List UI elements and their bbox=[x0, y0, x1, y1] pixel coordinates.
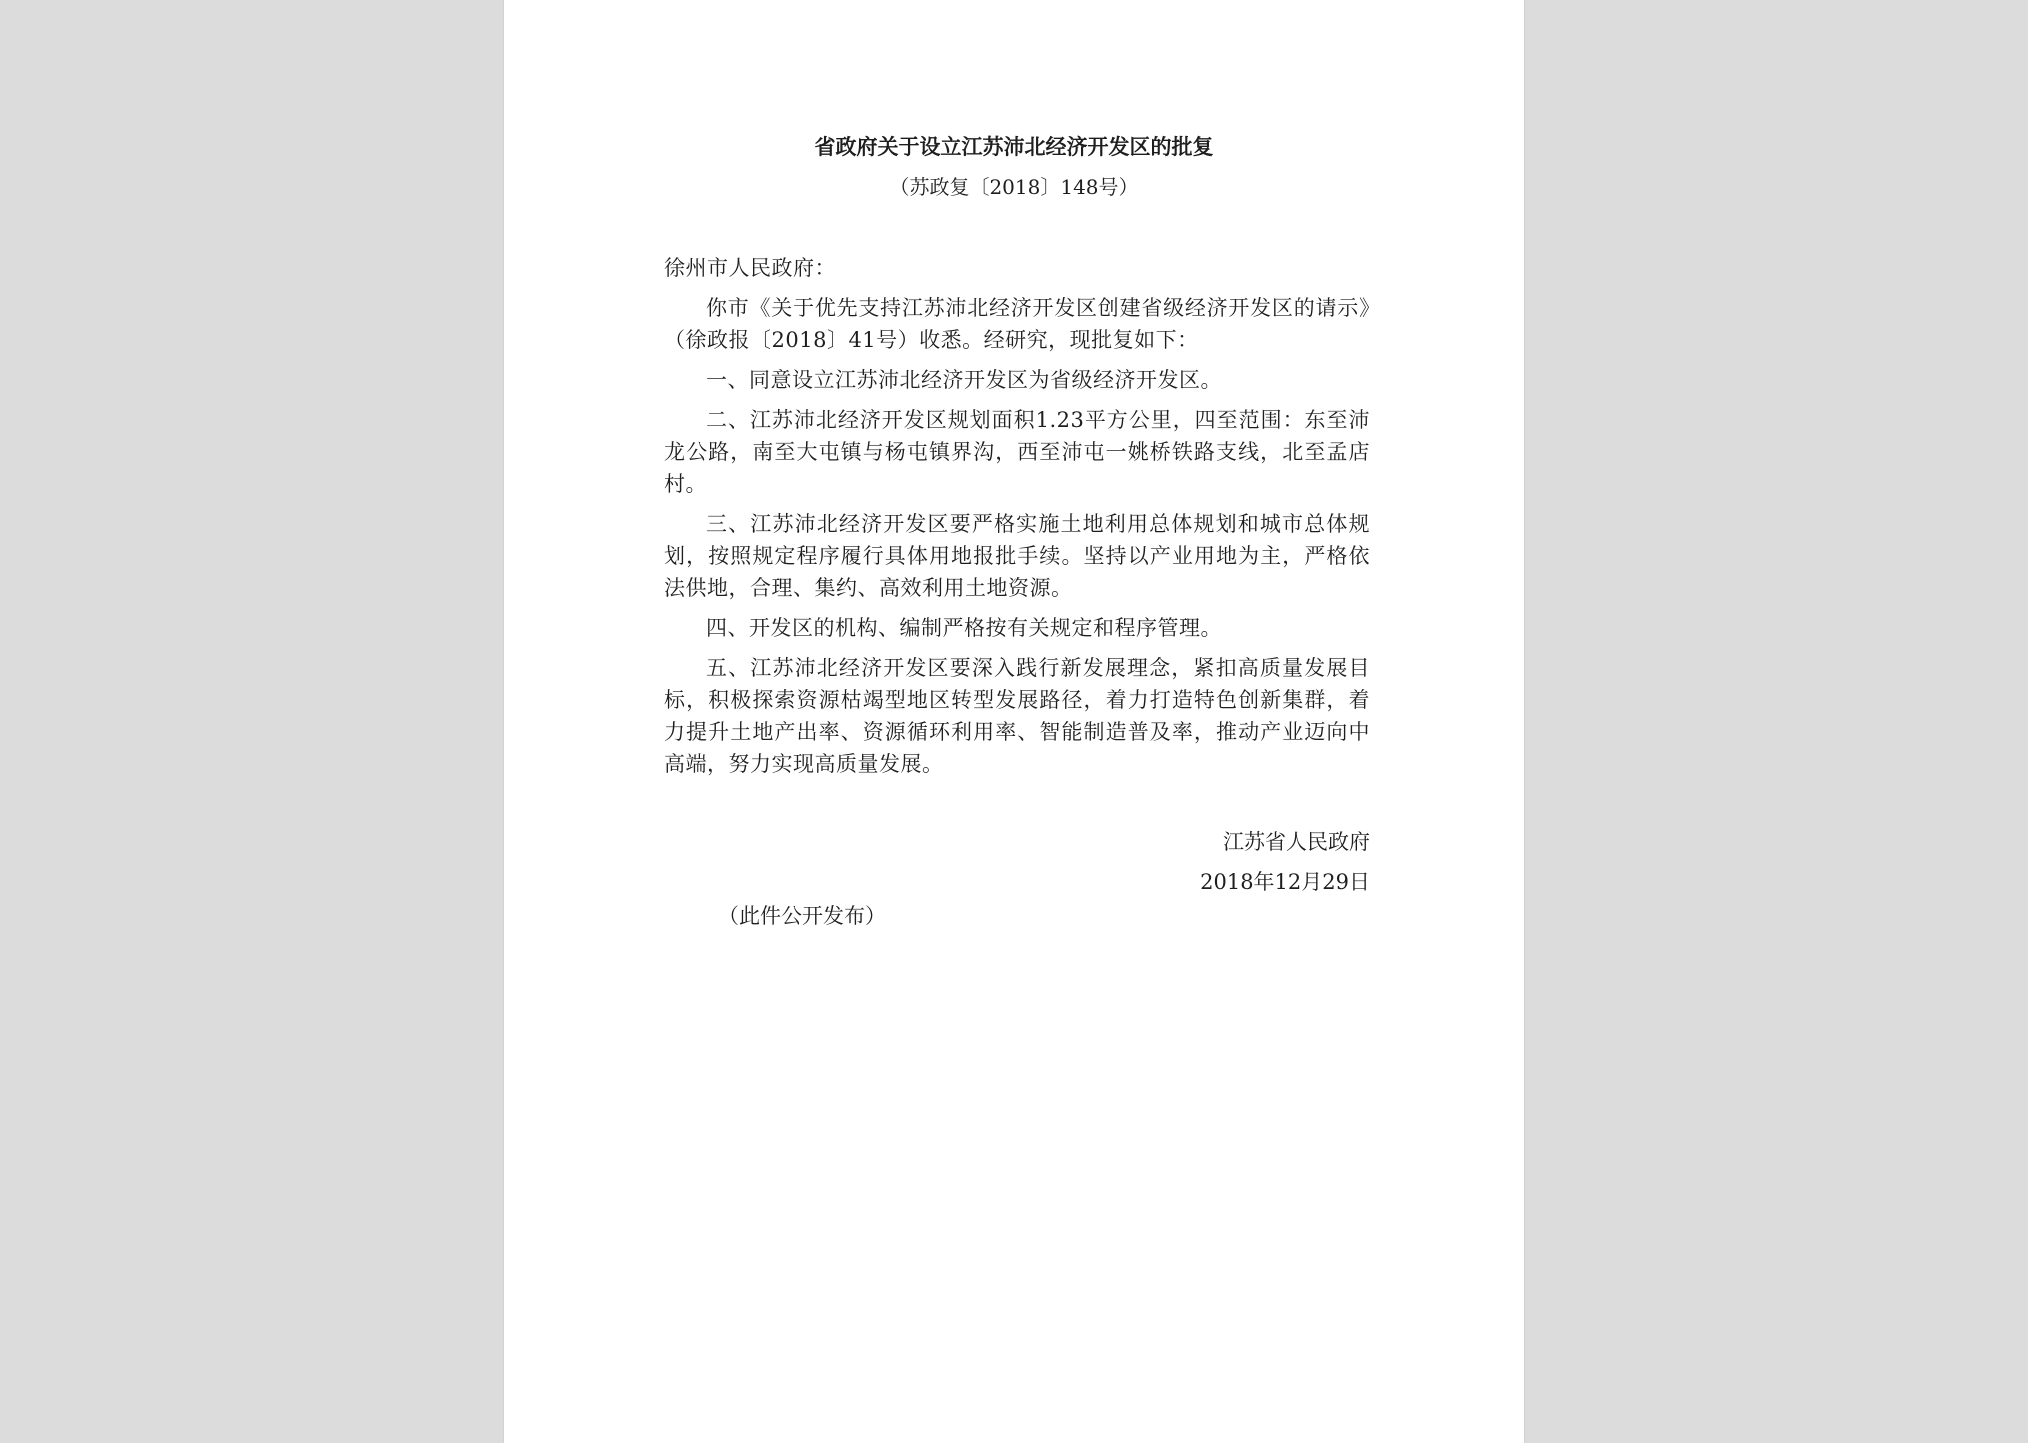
document-number: （苏政复〔2018〕148号） bbox=[889, 175, 1139, 199]
paragraph-intro: 你市《关于优先支持江苏沛北经济开发区创建省级经济开发区的请示》（徐政报〔2018〕41号）收悉。经研究，现批复如下： bbox=[664, 296, 1370, 352]
salutation: 徐州市人民政府： bbox=[664, 256, 836, 280]
paragraph-item-2: 二、江苏沛北经济开发区规划面积1.23平方公里，四至范围：东至沛龙公路，南至大屯镇与杨屯镇界沟，西至沛屯一姚桥铁路支线，北至孟店村。 bbox=[664, 408, 1370, 496]
signature-org: 江苏省人民政府 bbox=[1223, 830, 1370, 854]
paragraph-item-3: 三、江苏沛北经济开发区要严格实施土地利用总体规划和城市总体规划，按照规定程序履行具体用地报批手续。坚持以产业用地为主，严格依法供地，合理、集约、高效利用土地资源。 bbox=[664, 512, 1370, 600]
document-title: 省政府关于设立江苏沛北经济开发区的批复 bbox=[814, 135, 1214, 159]
document-body bbox=[664, 252, 1370, 788]
paragraph-item-1: 一、同意设立江苏沛北经济开发区为省级经济开发区。 bbox=[706, 368, 1222, 392]
document-page bbox=[504, 0, 1524, 1443]
paragraph-item-5: 五、江苏沛北经济开发区要深入践行新发展理念，紧扣高质量发展目标，积极探索资源枯竭型地区转型发展路径，着力打造特色创新集群，着力提升土地产出率、资源循环利用率、智能制造普及率，推动产业迈向中高端，努力实现高质量发展。 bbox=[664, 656, 1370, 776]
signature-block bbox=[1200, 822, 1370, 902]
release-note: （此件公开发布） bbox=[718, 904, 886, 928]
paragraph-item-4: 四、开发区的机构、编制严格按有关规定和程序管理。 bbox=[706, 616, 1222, 640]
signature-date: 2018年12月29日 bbox=[1200, 870, 1370, 894]
